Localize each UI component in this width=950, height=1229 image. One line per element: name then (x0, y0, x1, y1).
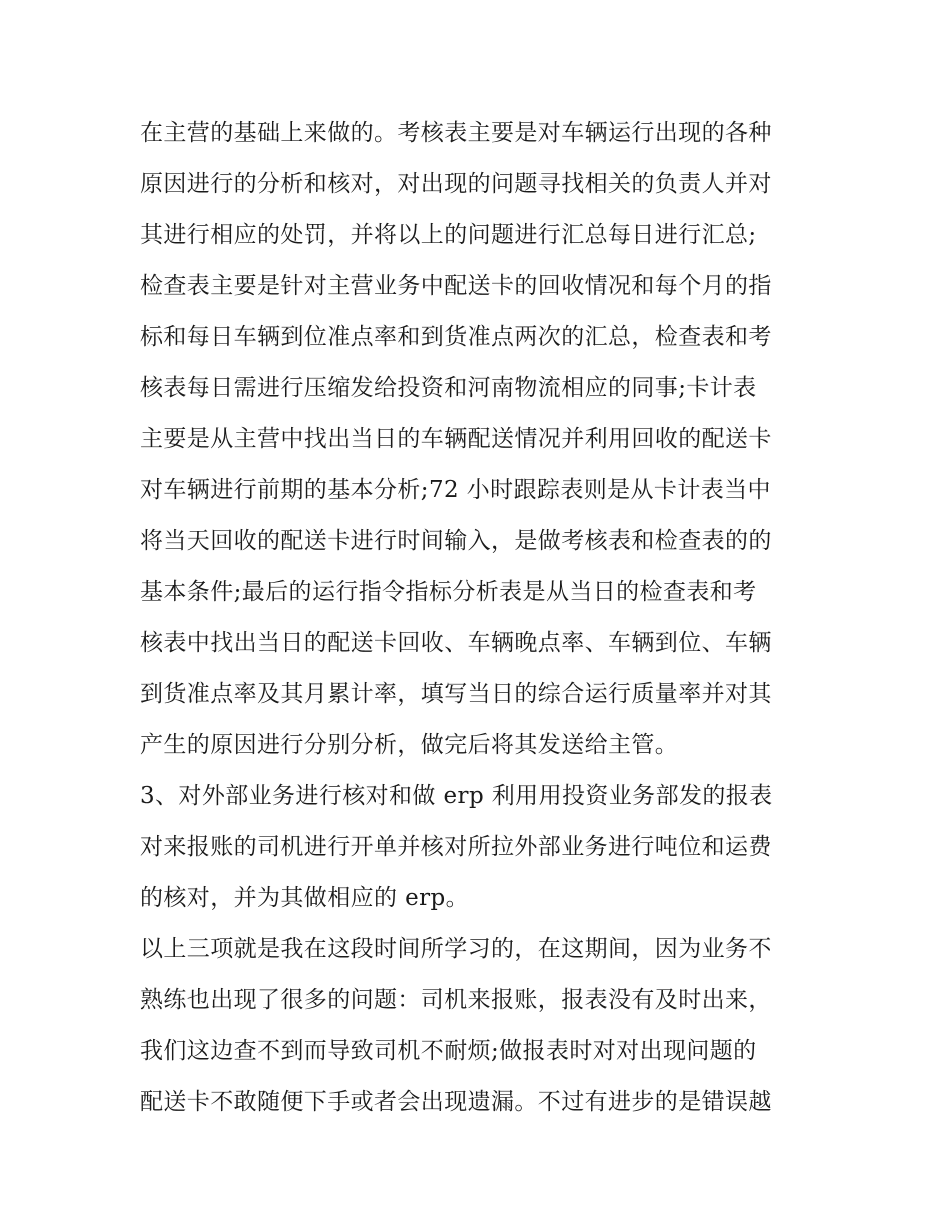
text-line: 核表中找出当日的配送卡回收、车辆晚点率、车辆到位、车辆 (140, 630, 772, 656)
text-line: 主要是从主营中找出当日的车辆配送情况并利用回收的配送卡 (140, 426, 772, 452)
document-body (140, 108, 830, 1128)
text-line: 对车辆进行前期的基本分析;72 小时跟踪表则是从卡计表当中 (140, 477, 771, 503)
text-line: 对来报账的司机进行开单并核对所拉外部业务进行吨位和运费 (140, 834, 772, 860)
text-line: 到货准点率及其月累计率，填写当日的综合运行质量率并对其 (140, 681, 772, 707)
text-line: 原因进行的分析和核对，对出现的问题寻找相关的负责人并对 (140, 171, 772, 197)
text-line: 其进行相应的处罚，并将以上的问题进行汇总每日进行汇总; (140, 222, 757, 248)
text-line: 基本条件;最后的运行指令指标分析表是从当日的检查表和考 (140, 579, 757, 605)
text-line: 标和每日车辆到位准点率和到货准点两次的汇总，检查表和考 (140, 324, 772, 350)
text-line: 熟练也出现了很多的问题：司机来报账，报表没有及时出来， (140, 987, 772, 1013)
text-line: 配送卡不敢随便下手或者会出现遗漏。不过有进步的是错误越 (140, 1089, 772, 1115)
text-line: 检查表主要是针对主营业务中配送卡的回收情况和每个月的指 (140, 273, 772, 299)
text-line: 在主营的基础上来做的。考核表主要是对车辆运行出现的各种 (140, 120, 772, 146)
text-line: 3、对外部业务进行核对和做 erp 利用用投资业务部发的报表 (140, 783, 773, 809)
text-line: 核表每日需进行压缩发给投资和河南物流相应的同事;卡计表 (140, 375, 757, 401)
text-line: 产生的原因进行分别分析，做完后将其发送给主管。 (140, 732, 679, 758)
text-line: 我们这边查不到而导致司机不耐烦;做报表时对对出现问题的 (140, 1038, 757, 1064)
text-line: 的核对，并为其做相应的 erp。 (140, 885, 470, 911)
text-line: 将当天回收的配送卡进行时间输入，是做考核表和检查表的的 (140, 528, 772, 554)
text-line: 以上三项就是我在这段时间所学习的，在这期间，因为业务不 (140, 936, 772, 962)
